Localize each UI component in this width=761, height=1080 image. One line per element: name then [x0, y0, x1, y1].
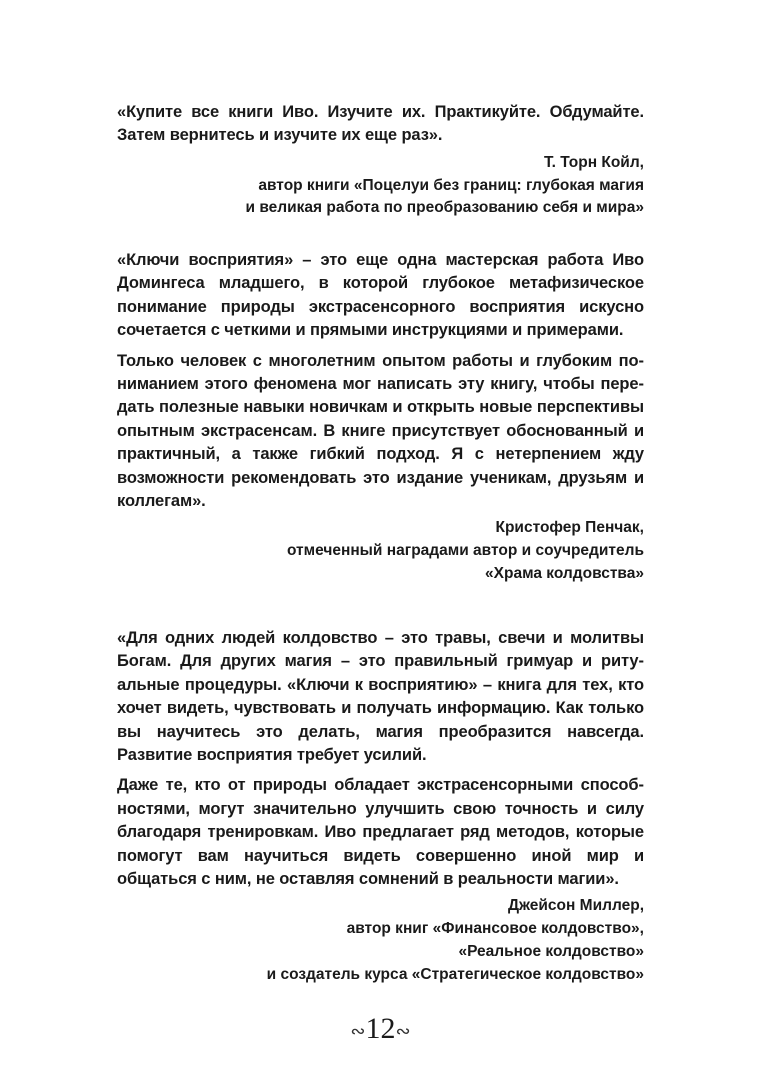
blurb-2-paragraph-1: «Ключи восприятия» – это еще одна мастерская работа Иво Домингеса младшего, в которой глубокое метафизическое понимание природы экстрасенсорного восприятия искусно сочетается с четкими и прямыми инструкциями и примерами. [117, 251, 644, 340]
attribution-line: и великая работа по преобразованию себя и мира» [245, 199, 644, 217]
attribution-author: Джейсон Миллер, [507, 897, 644, 915]
page-number-folio [0, 1012, 761, 1048]
blurb-3 [117, 627, 644, 987]
ornament-left-icon: ∾ [350, 1021, 366, 1042]
attribution-line: автор книг «Финансовое колдовство», [346, 920, 644, 938]
blurb-2 [117, 249, 644, 586]
blurb-3-paragraph-1: «Для одних людей колдовство – это травы, свечи и молитвы Богам. Для других магия – это правильный гримуар и ритуальные процедуры. «Ключи к восприятию» – книга для тех, кто хочет видеть, чувствовать и получать информацию. Как только вы научитесь это делать, магия преобразится навсегда. Развитие восприятия требует усилий. [117, 629, 644, 765]
attribution-author: Кристофер Пенчак, [495, 519, 644, 537]
attribution-line: и создатель курса «Стратегическое колдовство» [266, 965, 644, 983]
blurb-1-attribution [117, 152, 644, 220]
blurb-3-attribution [117, 895, 644, 986]
attribution-line: «Реальное колдовство» [458, 943, 644, 961]
attribution-line: «Храма колдовства» [485, 565, 644, 583]
blurb-1-paragraph-1: «Купите все книги Иво. Изучите их. Практикуйте. Обдумайте. Затем вернитесь и изучите их еще раз». [117, 103, 644, 145]
attribution-line: автор книги «Поцелуи без границ: глубокая магия [258, 176, 644, 194]
blurb-2-paragraph-2: Только человек с многолетним опытом работы и глубоким пониманием этого феномена мог написать эту книгу, чтобы передать полезные навыки новичкам и открыть новые перспективы опытным экстрасенсам. В книге присутствует обоснованный и практичный, а также гибкий подход. Я с нетерпением жду возможности рекомендовать это издание ученикам, друзьям и коллегам». [117, 351, 644, 511]
blurb-2-attribution [117, 517, 644, 585]
attribution-author: Т. Торн Койл, [543, 153, 644, 171]
page-number: 12 [365, 1012, 396, 1045]
blurb-3-paragraph-2: Даже те, кто от природы обладает экстрасенсорными способностями, могут значительно улучшить свою точность и силу благодаря тренировкам. Иво предлагает ряд методов, которые помогут вам научиться видеть совершенно иной мир и общаться с ним, не оставляя сомнений в реальности магии». [117, 776, 644, 889]
blurb-1 [117, 101, 644, 220]
ornament-right-icon: ∾ [395, 1021, 411, 1042]
attribution-line: отмеченный наградами автор и соучредитель [286, 542, 644, 560]
